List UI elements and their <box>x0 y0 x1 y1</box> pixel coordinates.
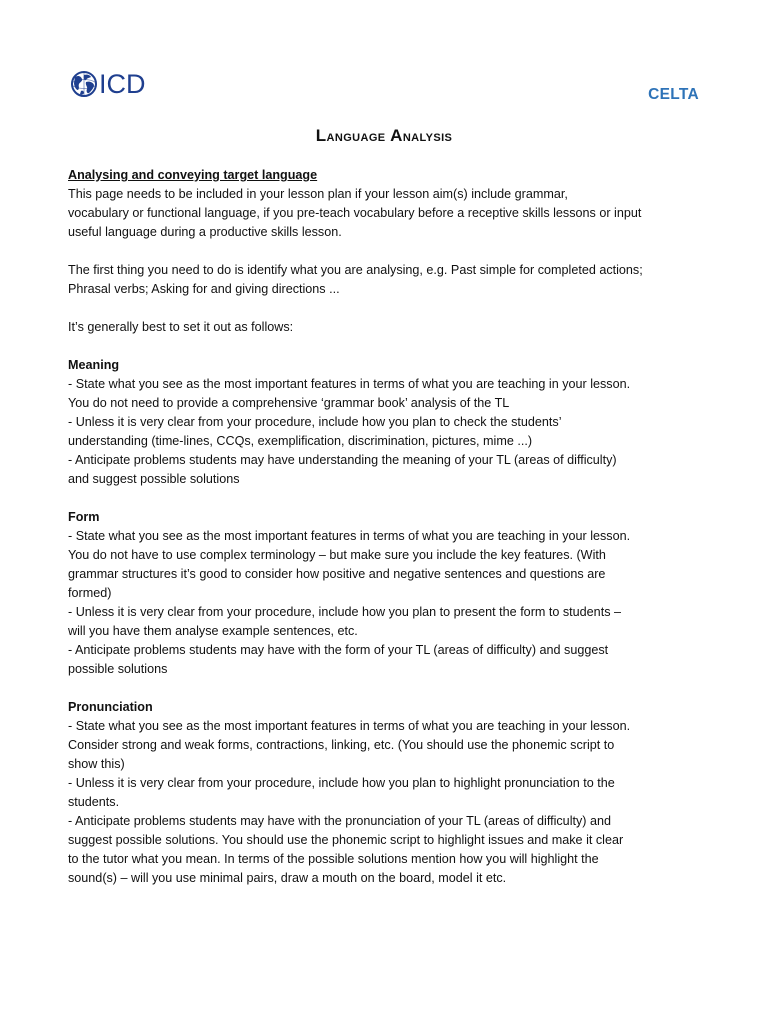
form-line: - Anticipate problems students may have with the form of your TL (areas of difficulty) and suggest <box>68 643 609 657</box>
title-rest-2: nalysis <box>402 128 453 145</box>
meaning-line: - Unless it is very clear from your procedure, include how you plan to check the students’ <box>68 415 562 429</box>
globe-icon <box>70 69 98 99</box>
intro-heading: Analysing and conveying target language <box>68 168 318 182</box>
meaning-line: - State what you see as the most important features in terms of what you are teaching in your lesson. <box>68 377 631 391</box>
pronunciation-line: show this) <box>68 757 125 771</box>
form-line: formed) <box>68 586 112 600</box>
intro-para3: It’s generally best to set it out as follows: <box>68 320 294 334</box>
program-label: CELTA <box>648 86 699 103</box>
meaning-line: and suggest possible solutions <box>68 472 240 486</box>
pronunciation-line: to the tutor what you mean. In terms of the possible solutions mention how you will highlight the <box>68 852 599 866</box>
icd-logo <box>70 68 146 100</box>
pronunciation-line: sound(s) – will you use minimal pairs, draw a mouth on the board, model it etc. <box>68 871 507 885</box>
form-line: will you have them analyse example sentences, etc. <box>68 624 358 638</box>
form-line: - Unless it is very clear from your procedure, include how you plan to present the form to students – <box>68 605 621 619</box>
document-body <box>68 166 708 888</box>
pronunciation-line: - Unless it is very clear from your procedure, include how you plan to highlight pronunciation to the <box>68 776 615 790</box>
intro-para2-line: Phrasal verbs; Asking for and giving directions ... <box>68 282 340 296</box>
pronunciation-line: students. <box>68 795 120 809</box>
meaning-heading: Meaning <box>68 358 120 372</box>
intro-line: vocabulary or functional language, if you pre-teach vocabulary before a receptive skills lessons or input <box>68 206 642 220</box>
meaning-line: understanding (time-lines, CCQs, exemplification, discrimination, pictures, mime ...) <box>68 434 533 448</box>
logo-text: ICD <box>99 69 146 99</box>
pronunciation-heading: Pronunciation <box>68 700 153 714</box>
intro-line: This page needs to be included in your lesson plan if your lesson aim(s) include grammar, <box>68 187 568 201</box>
meaning-line: - Anticipate problems students may have understanding the meaning of your TL (areas of difficulty) <box>68 453 617 467</box>
form-line: You do not have to use complex terminology – but make sure you include the key features. (With <box>68 548 606 562</box>
title-rest-1: anguage <box>326 128 386 145</box>
pronunciation-line: suggest possible solutions. You should use the phonemic script to highlight issues and make it clear <box>68 833 624 847</box>
form-heading: Form <box>68 510 100 524</box>
pronunciation-line: - State what you see as the most important features in terms of what you are teaching in your lesson. <box>68 719 631 733</box>
intro-para2-line: The first thing you need to do is identify what you are analysing, e.g. Past simple for completed actions; <box>68 263 643 277</box>
intro-line: useful language during a productive skills lesson. <box>68 225 342 239</box>
form-line: - State what you see as the most important features in terms of what you are teaching in your lesson. <box>68 529 631 543</box>
pronunciation-line: Consider strong and weak forms, contractions, linking, etc. (You should use the phonemic script to <box>68 738 615 752</box>
title-initial-1: L <box>315 126 327 145</box>
meaning-line: You do not need to provide a comprehensive ‘grammar book’ analysis of the TL <box>68 396 510 410</box>
title-initial-2: A <box>390 126 403 145</box>
form-line: possible solutions <box>68 662 168 676</box>
form-line: grammar structures it’s good to consider how positive and negative sentences and questions are <box>68 567 606 581</box>
page-title <box>0 126 768 146</box>
pronunciation-line: - Anticipate problems students may have with the pronunciation of your TL (areas of difficulty) and <box>68 814 611 828</box>
